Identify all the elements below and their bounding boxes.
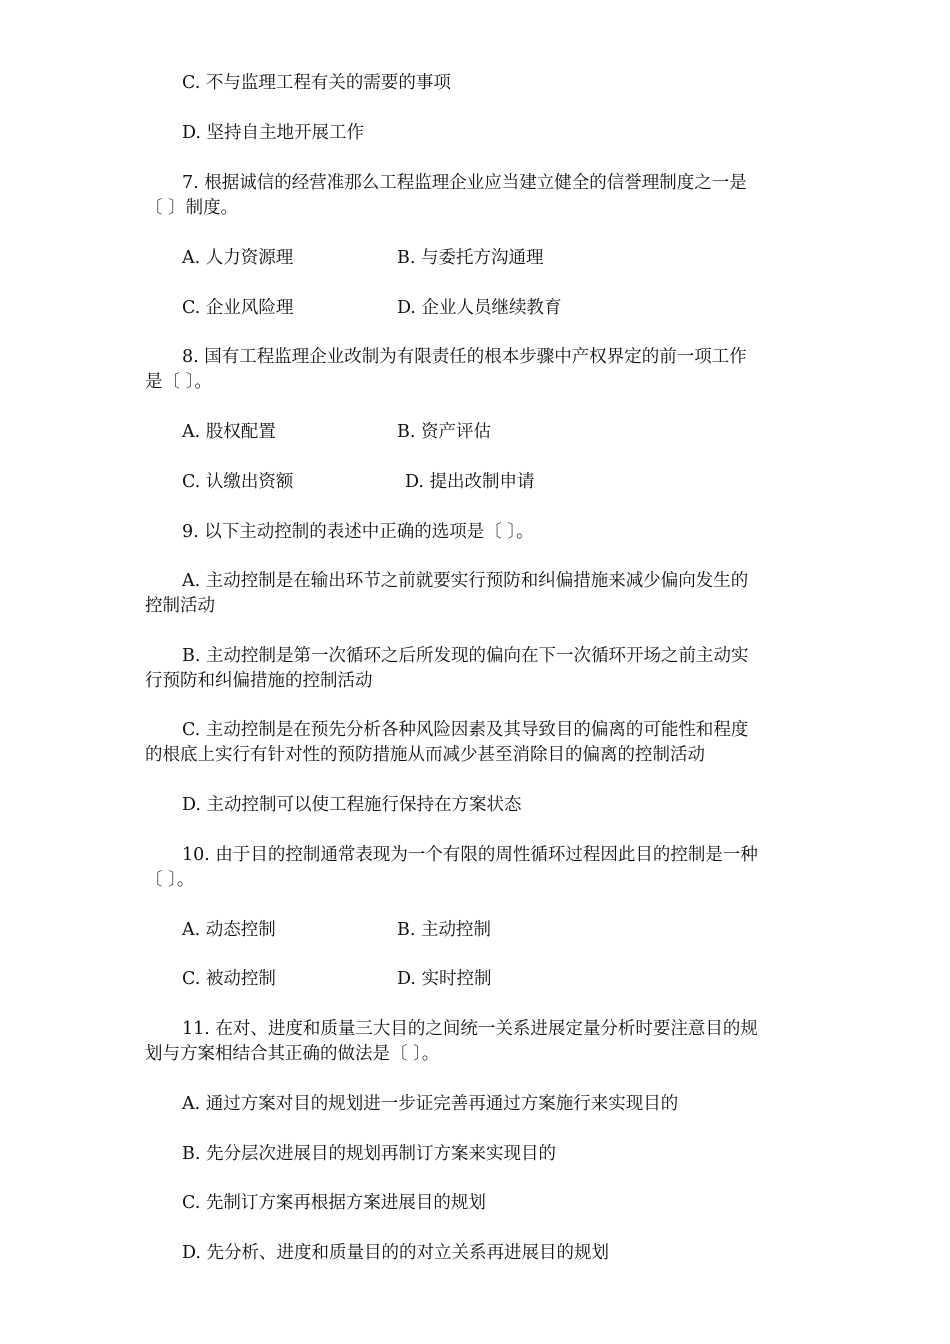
question-10-stem-line-1: 10. 由于目的控制通常表现为一个有限的周性循环过程因此目的控制是一种 [182, 845, 758, 865]
question-9-option-a-line-2: 控制活动 [145, 596, 215, 616]
question-6-option-d: D. 坚持自主地开展工作 [182, 123, 365, 143]
question-10-option-c: C. 被动控制 [182, 969, 276, 989]
question-9-option-b-line-2: 行预防和纠偏措施的控制活动 [145, 671, 373, 691]
question-7-option-b: B. 与委托方沟通理 [397, 248, 544, 268]
question-8-stem-line-2: 是〔 〕。 [145, 372, 212, 392]
question-8-stem-line-1: 8. 国有工程监理企业改制为有限责任的根本步骤中产权界定的前一项工作 [182, 347, 747, 367]
question-11-option-b: B. 先分层次进展目的规划再制订方案来实现目的 [182, 1144, 556, 1164]
question-8-option-a: A. 股权配置 [182, 422, 276, 442]
question-8-option-d: D. 提出改制申请 [405, 472, 535, 492]
question-10-option-b: B. 主动控制 [397, 920, 491, 940]
question-10-option-d: D. 实时控制 [397, 969, 492, 989]
question-9-option-d: D. 主动控制可以使工程施行保持在方案状态 [182, 795, 522, 815]
question-9-stem: 9. 以下主动控制的表述中正确的选项是〔 〕。 [182, 522, 534, 542]
question-11-option-a: A. 通过方案对目的规划进一步证完善再通过方案施行来实现目的 [182, 1094, 679, 1114]
question-11-option-d: D. 先分析、进度和质量目的的对立关系再进展目的规划 [182, 1243, 610, 1263]
question-9-option-a-line-1: A. 主动控制是在输出环节之前就要实行预防和纠偏措施来减少偏向发生的 [182, 571, 749, 591]
question-7-option-c: C. 企业风险理 [182, 298, 294, 318]
question-9-option-c-line-1: C. 主动控制是在预先分析各种风险因素及其导致目的偏离的可能性和程度 [182, 720, 749, 740]
question-9-option-b-line-1: B. 主动控制是第一次循环之后所发现的偏向在下一次循环开场之前主动实 [182, 646, 749, 666]
question-6-option-c: C. 不与监理工程有关的需要的事项 [182, 73, 451, 93]
question-11-option-c: C. 先制订方案再根据方案进展目的规划 [182, 1193, 486, 1213]
question-7-stem-line-1: 7. 根据诚信的经营准那么工程监理企业应当建立健全的信誉理制度之一是 [182, 173, 747, 193]
question-7-option-a: A. 人力资源理 [182, 248, 294, 268]
question-8-option-c: C. 认缴出资额 [182, 472, 294, 492]
question-10-stem-line-2: 〔 〕。 [145, 870, 195, 890]
question-10-option-a: A. 动态控制 [182, 920, 276, 940]
question-7-stem-line-2: 〔 〕制度。 [145, 198, 239, 218]
question-11-stem-line-1: 11. 在对、进度和质量三大目的之间统一关系进展定量分析时要注意目的规 [182, 1019, 758, 1039]
question-9-option-c-line-2: 的根底上实行有针对性的预防措施从而减少甚至消除目的偏离的控制活动 [145, 745, 705, 765]
question-11-stem-line-2: 划与方案相结合其正确的做法是〔 〕。 [145, 1044, 440, 1064]
question-8-option-b: B. 资产评估 [397, 422, 491, 442]
question-7-option-d: D. 企业人员继续教育 [397, 298, 562, 318]
